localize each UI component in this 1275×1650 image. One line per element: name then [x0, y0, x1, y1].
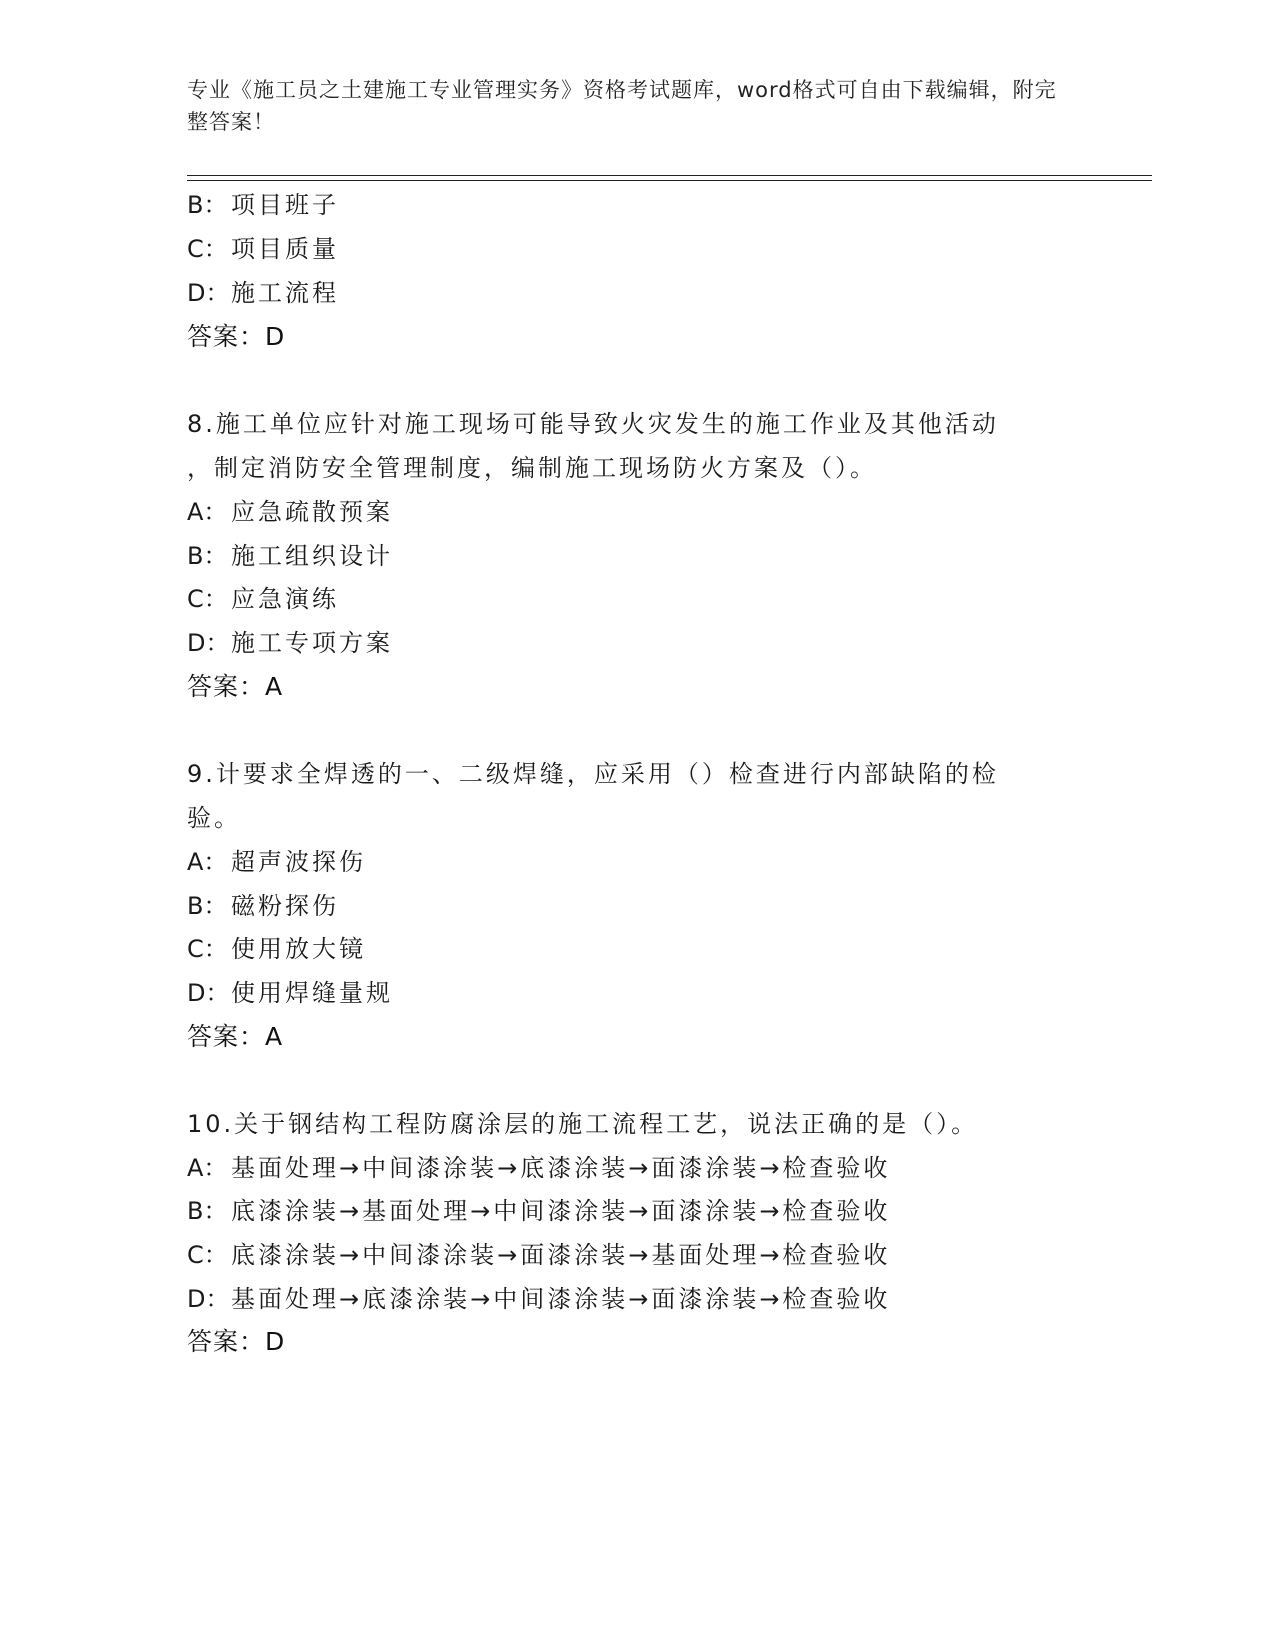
q9-answer: 答案：A	[187, 1022, 284, 1051]
option-label: A：	[187, 1154, 228, 1182]
option-text: 使用焊缝量规	[231, 979, 393, 1007]
option-text: 底漆涂装→基面处理→中间漆涂装→面漆涂装→检查验收	[231, 1197, 891, 1225]
option-text: 磁粉探伤	[231, 892, 339, 920]
q7-option-b	[187, 188, 339, 222]
option-text: 使用放大镜	[231, 935, 366, 963]
option-text: 项目班子	[231, 191, 339, 219]
option-label: B：	[187, 542, 228, 570]
header-rule-top	[187, 175, 1152, 176]
q8-stem-line1: 8.施工单位应针对施工现场可能导致火灾发生的施工作业及其他活动	[187, 410, 999, 438]
option-label: D：	[187, 279, 230, 307]
q7-answer: 答案：D	[187, 322, 286, 351]
option-label: D：	[187, 629, 230, 657]
q7-option-c	[187, 232, 339, 266]
option-label: C：	[187, 1241, 228, 1269]
option-text: 应急演练	[231, 585, 339, 613]
q10-option-a	[187, 1151, 890, 1185]
option-text: 项目质量	[231, 235, 339, 263]
q9-option-b	[187, 889, 339, 923]
option-label: D：	[187, 979, 230, 1007]
q9-stem-line2: 验。	[187, 804, 241, 832]
q8-option-b	[187, 539, 393, 573]
page-header: 专业《施工员之土建施工专业管理实务》资格考试题库，word格式可自由下载编辑，附完整答案！	[187, 78, 1057, 134]
q8-option-a	[187, 495, 393, 529]
option-text: 施工组织设计	[231, 542, 393, 570]
q7-option-d	[187, 276, 339, 310]
option-text: 超声波探伤	[231, 848, 366, 876]
q10-option-c	[187, 1238, 890, 1272]
option-text: 应急疏散预案	[231, 498, 393, 526]
q9-stem-line1: 9.计要求全焊透的一、二级焊缝，应采用（）检查进行内部缺陷的检	[187, 760, 999, 788]
option-label: B：	[187, 1197, 228, 1225]
option-text: 基面处理→底漆涂装→中间漆涂装→面漆涂装→检查验收	[231, 1285, 891, 1313]
q9-option-c	[187, 932, 366, 966]
q8-answer: 答案：A	[187, 672, 284, 701]
q8-option-c	[187, 582, 339, 616]
option-text: 基面处理→中间漆涂装→底漆涂装→面漆涂装→检查验收	[231, 1154, 891, 1182]
option-label: B：	[187, 892, 228, 920]
option-text: 施工流程	[231, 279, 339, 307]
option-label: C：	[187, 585, 228, 613]
q10-answer: 答案：D	[187, 1327, 286, 1356]
option-label: A：	[187, 498, 228, 526]
q9-option-a	[187, 845, 366, 879]
q10-stem-line1: 10.关于钢结构工程防腐涂层的施工流程工艺，说法正确的是（）。	[187, 1110, 979, 1138]
option-label: B：	[187, 191, 228, 219]
option-text: 施工专项方案	[231, 629, 393, 657]
q8-stem-line2: ，制定消防安全管理制度，编制施工现场防火方案及（）。	[187, 454, 877, 482]
option-label: A：	[187, 848, 228, 876]
q9-option-d	[187, 976, 393, 1010]
option-text: 底漆涂装→中间漆涂装→面漆涂装→基面处理→检查验收	[231, 1241, 891, 1269]
q10-option-b	[187, 1194, 890, 1228]
option-label: D：	[187, 1285, 230, 1313]
header-rule-bottom	[187, 180, 1152, 181]
option-label: C：	[187, 935, 228, 963]
q8-option-d	[187, 626, 393, 660]
q10-option-d	[187, 1282, 890, 1316]
option-label: C：	[187, 235, 228, 263]
